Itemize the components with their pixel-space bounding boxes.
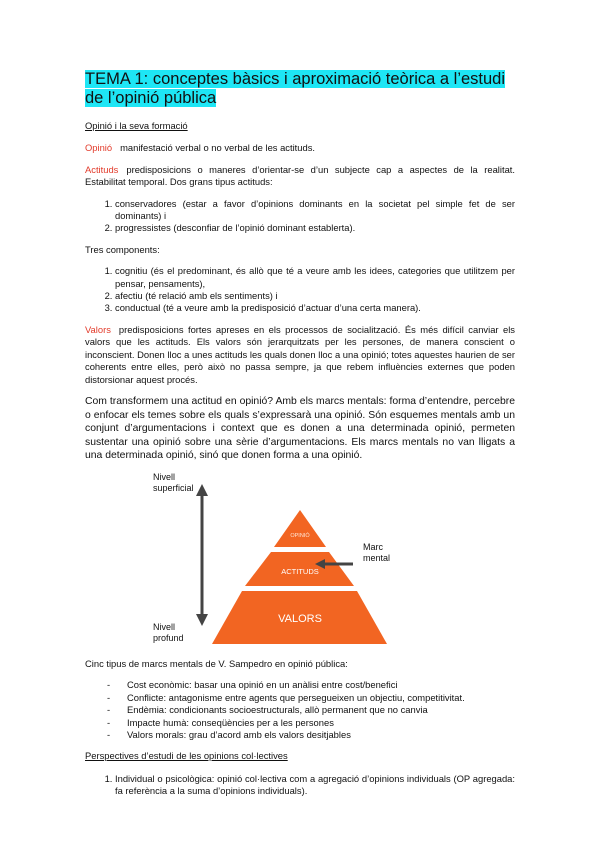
tier-label-valors: VALORS: [278, 612, 322, 625]
page-title: TEMA 1: conceptes bàsics i aproximació teòrica a l’estudi de l’opinió pública: [85, 70, 506, 107]
label-nivell-profund: Nivell profund: [153, 621, 184, 643]
list-item: - Conflicte: antagonisme entre agents que persegueixen un objectiu, competitivitat.: [107, 692, 515, 704]
term-valors: Valors: [85, 323, 111, 335]
definition-actituds: [85, 164, 515, 189]
label-nivell-superficial: Nivell superficial: [153, 471, 194, 493]
definition-valors: [85, 324, 515, 386]
pyramid-figure: [85, 472, 515, 652]
definition-opinio: [85, 142, 515, 154]
term-actituds: Actituds: [85, 163, 119, 175]
transform-paragraph: Com transformem una actitud en opinió? Amb els marcs mentals: forma d’entendre, percebre o enfocar els temes sobre els quals s’expressarà una opinió. Són esquemes mentals amb un conjunt d’argumentacions i context que es donen a una determinada opinió, permeten sustentar una opinió sobre una sèrie d’argumentacions. Els marcs mentals no van lligats a una determinada opinió, sinó que donen forma a una opinió.: [85, 395, 515, 462]
list-item: 1. Individual o psicològica: opinió col·lectiva com a agregació d’opinions individuals (OP agregada: fa referència a la suma d’opinions individuals).: [115, 773, 515, 798]
list-item: 1. conservadores (estar a favor d’opinions dominants en la societat pel simple fet de ser dominants) i: [115, 198, 515, 223]
attitude-types-list: [85, 198, 515, 235]
list-item: 2. progressistes (desconfiar de l’opinió dominant establerta).: [115, 222, 515, 234]
level-arrow-down-head: [196, 614, 208, 626]
pyramid-tier-opinio: [274, 510, 326, 547]
list-item: - Endèmia: condicionants socioestructurals, allò permanent que no canvia: [107, 704, 515, 716]
tier-label-actituds: ACTITUDS: [281, 566, 319, 576]
list-item: 3. conductual (té a veure amb la predisposició d’actuar d’una certa manera).: [115, 302, 515, 314]
document-page: [85, 70, 515, 807]
level-arrow-up-head: [196, 484, 208, 496]
perspectives-list: [85, 773, 515, 798]
frames-list: [85, 679, 515, 741]
list-item: - Valors morals: grau d’acord amb els valors desitjables: [107, 729, 515, 741]
section-heading-perspectives: Perspectives d’estudi de les opinions col·lectives: [85, 750, 288, 762]
frames-intro: Cinc tipus de marcs mentals de V. Sampedro en opinió pública:: [85, 657, 348, 669]
list-item: 1. cognitiu (és el predominant, és allò que té a veure amb les idees, categories que utilitzem per pensar, pensaments),: [115, 265, 515, 290]
components-list: [85, 265, 515, 315]
definition-opinio-text: manifestació verbal o no verbal de les actituds.: [120, 142, 316, 154]
definition-actituds-text: predisposicions o maneres d’orientar-se d’un subjecte cap a aspectes de la realitat. Estabilitat temporal. Dos grans tipus actituds:: [85, 163, 515, 188]
list-item: - Impacte humà: conseqüències per a les persones: [107, 717, 515, 729]
components-intro: Tres components:: [85, 243, 160, 255]
list-item: 2. afectiu (té relació amb els sentiments) i: [115, 290, 515, 302]
section-heading-opinio: Opinió i la seva formació: [85, 120, 188, 131]
term-opinio: Opinió: [85, 142, 113, 154]
definition-valors-text: predisposicions fortes apreses en els processos de socialització. És més difícil canviar els valors que les actituds. Els valors són jerarquitzats per les persones, de manera conscient o inconscient. Donen lloc a unes actituds les quals donen lloc a una opinió; totes aquestes haurien de ser coherents entre elles, però això no passa sempre, ja que rebem influències externes que poden distorsionar aquest procés.: [85, 323, 515, 385]
pyramid-diagram: [85, 472, 515, 652]
label-marc-mental: Marc mental: [363, 541, 391, 563]
list-item: - Cost econòmic: basar una opinió en un anàlisi entre cost/benefici: [107, 679, 515, 691]
tier-label-opinio: OPINIÓ: [290, 532, 310, 539]
